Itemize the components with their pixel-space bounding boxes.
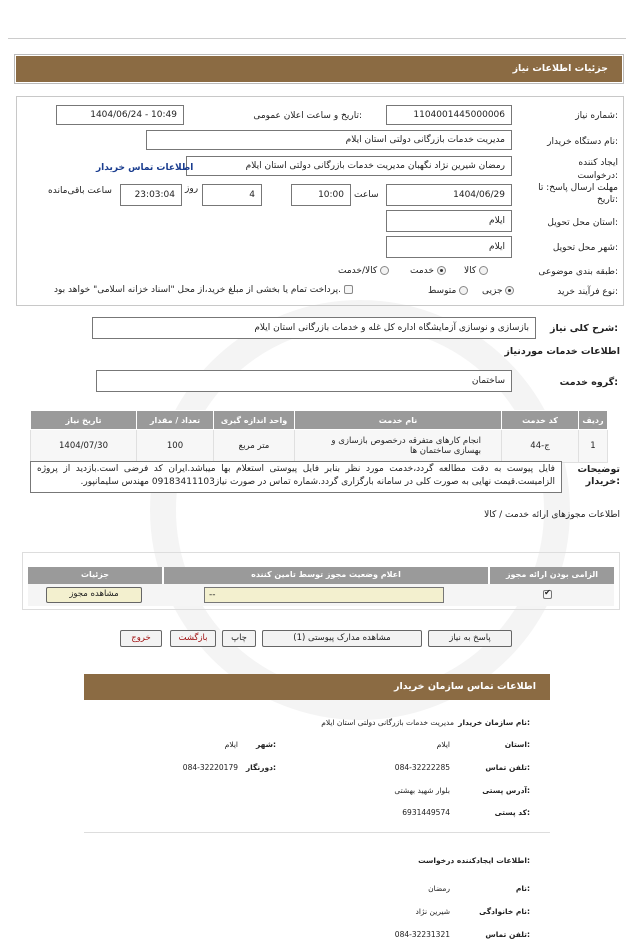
contact-address-label: آدرس پستی: <box>482 786 530 795</box>
process-option-minor[interactable]: جزیی <box>482 286 514 296</box>
creator-phone-label: تلفن تماس: <box>485 930 530 939</box>
contact-province-value: ایلام <box>436 740 450 749</box>
category-option-service[interactable]: خدمت <box>410 266 446 276</box>
col-name: نام خدمت <box>295 411 502 430</box>
back-button[interactable]: بازگشت <box>170 630 216 647</box>
radio-minor[interactable] <box>505 286 514 295</box>
services-title: اطلاعات خدمات موردنیاز <box>504 346 620 357</box>
process-option-medium[interactable]: متوسط <box>428 286 468 296</box>
service-table-header <box>31 411 608 430</box>
payment-checkbox[interactable] <box>344 285 353 294</box>
permits-col-divider <box>488 567 490 584</box>
keyword-field[interactable]: بازسازی و نوسازی آزمایشگاه اداره کل غله و خدمات بازرگانی استان ایلام <box>92 317 536 339</box>
radio-both[interactable] <box>380 266 389 275</box>
contact-phone-label: تلفن تماس: <box>485 763 530 772</box>
category-option-both[interactable]: کالا/خدمت <box>338 266 389 276</box>
contact-divider <box>84 832 550 833</box>
col-qty: تعداد / مقدار <box>137 411 214 430</box>
contact-fax-label: دورنگار: <box>245 763 276 772</box>
province-label: استان محل تحویل: <box>547 218 618 228</box>
radio-medium[interactable] <box>459 286 468 295</box>
contact-fax-value: 084-32220179 <box>182 763 238 772</box>
deadline-date-field[interactable]: 1404/06/29 <box>386 184 512 206</box>
check-icon: ✔ <box>544 588 551 597</box>
need-number-label: شماره نیاز: <box>575 111 618 121</box>
buyer-contact-link[interactable]: اطلاعات تماس خریدار <box>96 163 194 173</box>
process-label: نوع فرآیند خرید: <box>557 287 618 297</box>
requester-field[interactable]: رمضان شیرین نژاد نگهبان مدیریت خدمات بازرگانی دولتی استان ایلام <box>186 156 512 176</box>
exit-button[interactable]: خروج <box>120 630 162 647</box>
view-permit-button[interactable]: مشاهده مجوز <box>46 587 142 603</box>
time-label: ساعت <box>354 190 379 200</box>
days-field[interactable]: 4 <box>202 184 262 206</box>
deadline-label: مهلت ارسال پاسخ: تا تاریخ: <box>538 183 618 205</box>
description-label: توضیحات خریدار: <box>577 464 620 487</box>
col-row: ردیف <box>579 411 608 430</box>
contact-postal-value: 6931449574 <box>402 808 450 817</box>
creator-name-label: نام: <box>515 884 530 893</box>
need-number-field[interactable]: 1104001445000006 <box>386 105 512 125</box>
payment-note: پرداخت تمام یا بخشی از مبلغ خرید،از محل "اسناد خزانه اسلامی" خواهد بود. <box>54 285 353 295</box>
creator-family-value: شیرین نژاد <box>415 907 450 916</box>
contact-phone-value: 084-32222285 <box>394 763 450 772</box>
contact-address-value: بلوار شهید بهشتی <box>394 786 450 795</box>
contact-city-label: شهر: <box>256 740 276 749</box>
remaining-field[interactable]: 23:03:04 <box>120 184 182 206</box>
group-field[interactable]: ساختمان <box>96 370 512 392</box>
city-field[interactable]: ایلام <box>386 236 512 258</box>
description-field[interactable]: فایل پیوست به دقت مطالعه گردد،خدمت مورد نظر بنابر فایل پیوستی استعلام بها میباشد.ایران کد فرضی است.بازدید از پروژه الزامیست.قیمت نهایی به صورت کلی در سامانه بارگزاری گردد.شماره تماس در صورت نیاز09183411103 مهندس سلیمانپور. <box>30 461 562 493</box>
announce-field[interactable]: 1404/06/24 - 10:49 <box>56 105 184 125</box>
category-option-goods[interactable]: کالا <box>464 266 488 276</box>
buyer-org-label: نام دستگاه خریدار: <box>547 137 618 147</box>
contact-city-value: ایلام <box>224 740 238 749</box>
days-label: روز <box>185 184 199 194</box>
contact-province-label: استان: <box>504 740 530 749</box>
contact-title: اطلاعات تماس سازمان خریدار <box>84 674 550 700</box>
top-divider <box>8 38 626 39</box>
col-unit: واحد اندازه گیری <box>214 411 295 430</box>
keyword-label: شرح کلی نیاز: <box>549 323 618 334</box>
province-field[interactable]: ایلام <box>386 210 512 232</box>
permits-title: اطلاعات مجوزهای ارائه خدمت / کالا <box>484 510 620 520</box>
permits-col-details: جزئیات <box>80 570 110 579</box>
category-label: طبقه بندی موضوعی: <box>538 267 618 277</box>
permits-col-divider <box>162 567 164 584</box>
permits-col-status: اعلام وضعیت مجوز توسط تامین کننده <box>251 570 401 579</box>
contact-org-label: نام سازمان خریدار: <box>458 718 530 727</box>
remaining-label: ساعت باقی‌مانده <box>48 186 112 196</box>
contact-org-value: مدیریت خدمات بازرگانی دولتی استان ایلام <box>321 718 454 727</box>
buyer-org-field[interactable]: مدیریت خدمات بازرگانی دولتی استان ایلام <box>146 130 512 150</box>
city-label: شهر محل تحویل: <box>552 243 618 253</box>
permit-status-field[interactable]: -- <box>204 587 444 603</box>
contact-postal-label: کد پستی: <box>494 808 530 817</box>
service-table <box>30 410 608 463</box>
creator-phone-value: 084-32231321 <box>394 930 450 939</box>
deadline-time-field[interactable]: 10:00 <box>291 184 351 206</box>
reply-button[interactable]: پاسخ به نیاز <box>428 630 512 647</box>
group-label: گروه خدمت: <box>559 377 618 388</box>
col-code: کد خدمت <box>502 411 579 430</box>
print-button[interactable]: چاپ <box>222 630 256 647</box>
attachments-button[interactable]: مشاهده مدارک پیوستی (1) <box>262 630 422 647</box>
col-date: تاریخ نیاز <box>31 411 137 430</box>
announce-label: تاریخ و ساعت اعلان عمومی: <box>253 111 362 121</box>
table-row: 1 ج-44 انجام کارهای متفرقه درخصوص بازسازی و بهسازی ساختمان ها متر مربع 100 1404/07/30 <box>31 430 608 463</box>
creator-name-value: رمضان <box>428 884 450 893</box>
page-title: جزئیات اطلاعات نیاز <box>16 56 622 82</box>
creator-family-label: نام خانوادگی: <box>479 907 530 916</box>
requester-label: ایجاد کننده درخواست: <box>577 158 618 181</box>
creator-title: اطلاعات ایجادکننده درخواست: <box>418 856 530 865</box>
radio-service[interactable] <box>437 266 446 275</box>
radio-goods[interactable] <box>479 266 488 275</box>
permits-col-required: الزامی بودن ارائه مجوز <box>505 570 599 579</box>
